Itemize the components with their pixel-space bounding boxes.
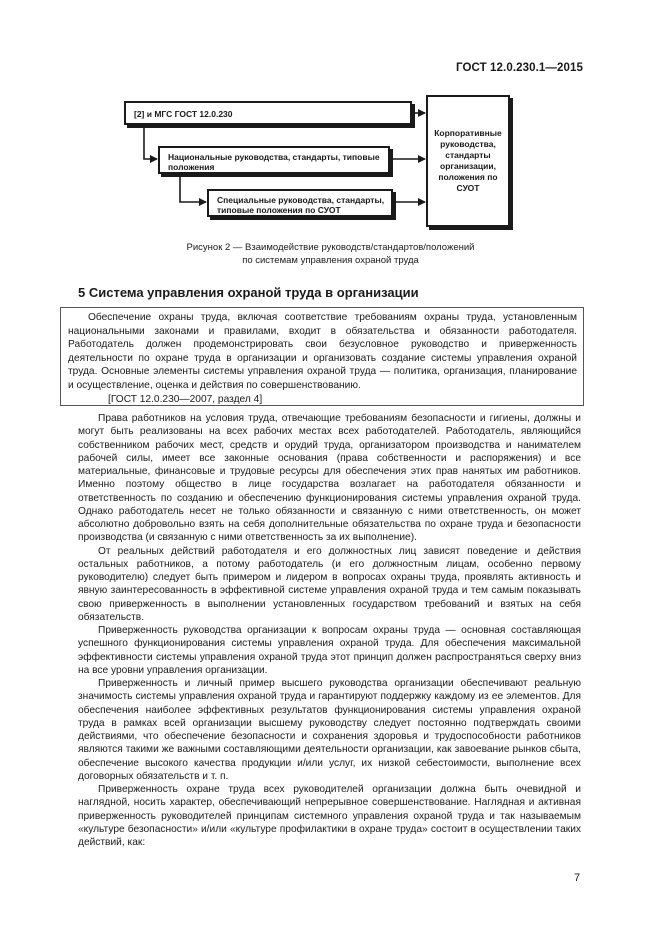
paragraph: От реальных действий работодателя и его должностных лиц зависят поведение и действия остальных работников, а потому работодатель (и его должностным лицам, особенно первому руководителю) следует быть примером и лидером в вопросах охраны труда, проявлять активность и явную заинтересованность в эффективной системе управления охраной труда и тем самым показывать свою приверженность в выполнении установленных государством требований и взятых на себя обязательств. xyxy=(78,545,581,623)
diagram-box-special: Специальные руководства, стандарты, типовые положения по СУОТ xyxy=(207,189,393,217)
document-code: ГОСТ 12.0.230.1—2015 xyxy=(456,62,583,74)
section-title: 5 Система управления охраной труда в организации xyxy=(78,285,419,300)
diagram-box-international: [2] и МГС ГОСТ 12.0.230 xyxy=(124,101,412,125)
quote-box xyxy=(60,307,584,406)
arrow-box1-box2 xyxy=(144,127,157,159)
arrow-box2-box3 xyxy=(180,176,206,202)
diagram-connectors xyxy=(0,0,661,260)
paragraph: Приверженность и личный пример высшего руководства организации обеспечивают реальную значимость системы управления охраной труда и гарантируют поддержку каждому из ее элементов. Для обеспечения наиболее эффективных результатов функционирования системы управления охраной труда в рамках всей организации высшему руководству следует постоянно подтверждать своими действиями, что обеспечение безопасности и сохранения здоровья и трудоспособности работников являются такими же важными составляющими деятельности организации, как завоевание рынков сбыта, обеспечение высокого качества продукции и/или услуг, их низкой себестоимости, выполнение всех договорных обязательств и т. п. xyxy=(78,678,581,782)
paragraph: Приверженность охране труда всех руководителей организации должна быть очевидной и наглядной, носить характер, обеспечивающий непрерывное совершенствование. Наглядная и активная приверженность руководителей принципам системного управления охраной труда и так называемым «культуре безопасности» и/или «культуре профилактики в охране труда» состоит в осуществлении таких действий, как: xyxy=(78,784,581,848)
paragraph: Приверженность руководства организации к вопросам охраны труда — основная составляющая успешного функционирования системы управления охраной труда. Для обеспечения максимальной эффективности системы управления охраной труда этот принцип должен распространяться сверху вниз на все уровни управления организации. xyxy=(78,625,581,676)
paragraph: Права работников на условия труда, отвечающие требованиям безопасности и гигиены, должны и могут быть реализованы на всех рабочих местах всех работодателей. Работодатель, являющийся собственником рабочих мест, средств и орудий труда, организатором производства и нанимателем рабочей силы, имеет все законные основания (права собственности и распоряжения) и все материальные, финансовые и трудовые ресурсы для обеспечения этих прав нанятых им работников. Именно поэтому общество в лице государства возлагает на работодателя обязанности и ответственность по созданию и обеспечению функционирования системы управления охраной труда. Однако работодатель несет не только обязанности и связанную с ними ответственность, он может абсолютно добровольно взять на себя дополнительные обязательства по охране труда и безопасности производства (и связанную с ними ответственность за их выполнение). xyxy=(78,413,581,544)
quote-source: [ГОСТ 12.0.230—2007, раздел 4] xyxy=(108,393,263,405)
diagram-box-national: Национальные руководства, стандарты, типовые положения xyxy=(158,146,390,174)
figure-caption-line2: по системам управления охраной труда xyxy=(242,255,419,266)
page-number: 7 xyxy=(574,872,581,884)
diagram-box-corporate: Корпоративные руководства, стандарты организации, положения по СУОТ xyxy=(426,95,510,227)
figure-caption-line1: Рисунок 2 — Взаимодействие руководств/стандартов/положений xyxy=(186,242,475,253)
body-text xyxy=(78,412,581,849)
quote-text: Обеспечение охраны труда, включая соответствие требованиям охраны труда, установленным национальными законами и правилами, входит в обязательства и обязанности работодателя. Работодатель должен продемонстрировать свои безусловное руководство и приверженность деятельности по охране труда в организации и организовать создание системы управления охраной труда. Основные элементы системы управления охраной труда — политика, организация, планирование и осуществление, оценка и действия по совершенствованию. xyxy=(68,312,577,391)
